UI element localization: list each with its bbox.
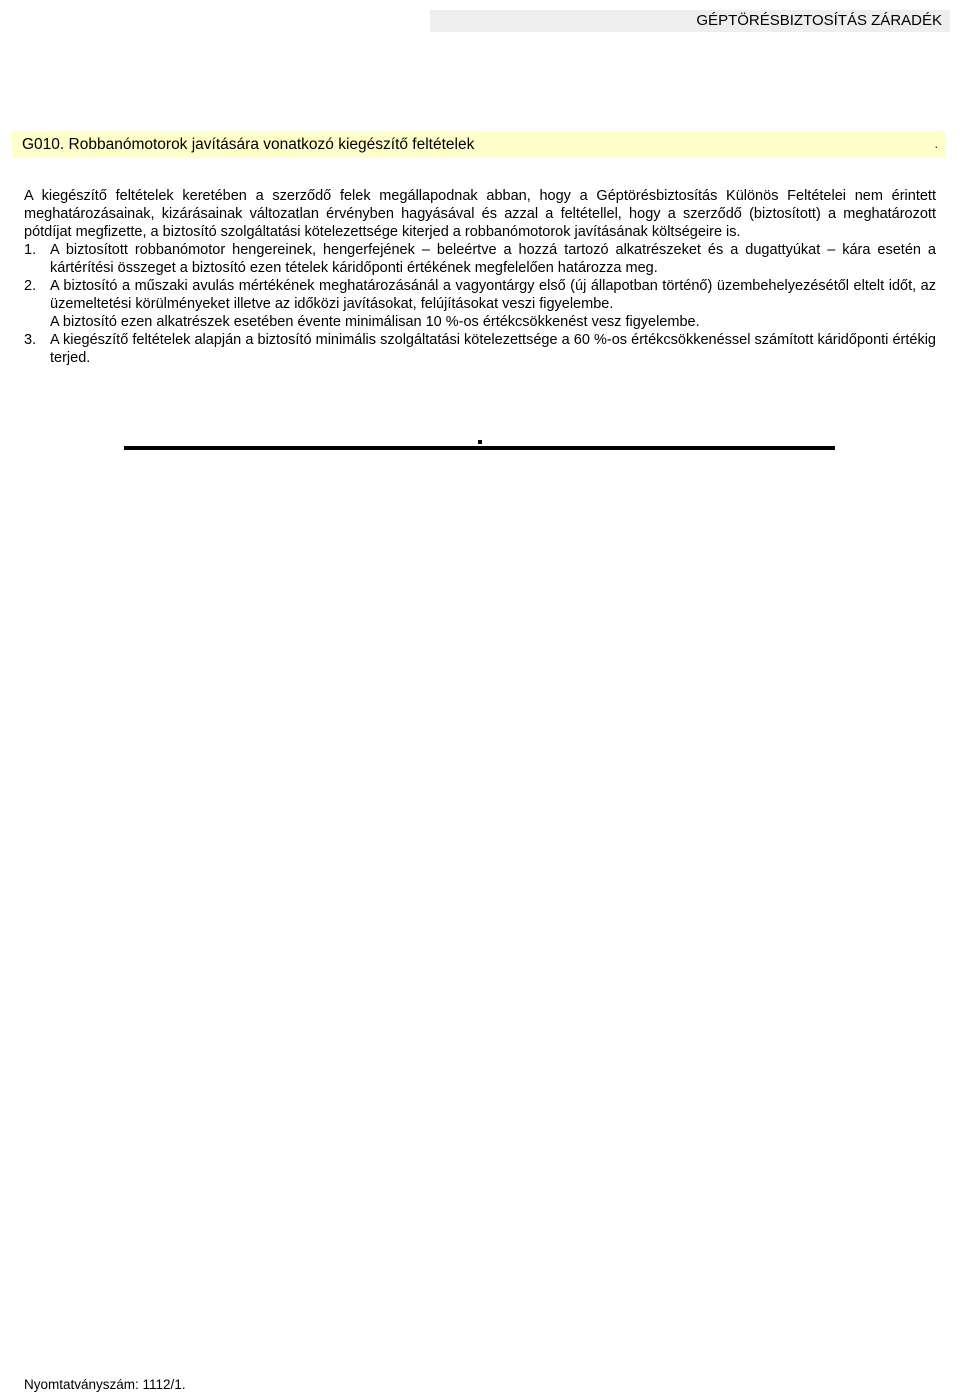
clause-item-number: 2. (24, 278, 37, 294)
clause-item-number: 3. (24, 332, 37, 348)
clause-item-text: A biztosított robbanómotor hengereinek, hengerfejének – beleértve a hozzá tartozó alkatrészeket és a dugattyúkat – kára esetén a kártérítési összeget a biztosító ezen tételek káridőponti értékének megfelelően határozza meg. (50, 242, 936, 276)
intro-paragraph: A kiegészítő feltételek keretében a szerződő felek megállapodnak abban, hogy a Géptörésbiztosítás Különös Feltételei nem érintett meghatározásainak, kizárásainak változatlan érvényben hagyásával és azzal a feltétellel, hogy a szerződő (biztosított) a meghatározott pótdíjat megfizette, a biztosító szolgáltatási kötelezettsége kiterjed a robbanómotorok javításának költségeire is. (24, 188, 936, 240)
clause-item-text: A biztosító ezen alkatrészek esetében évente minimálisan 10 %-os értékcsökkenést vesz figyelembe. (50, 314, 700, 330)
clause-item-number: 1. (24, 242, 37, 258)
clause-item-3 (24, 331, 936, 367)
clause-item-text: A kiegészítő feltételek alapján a biztosító minimális szolgáltatási kötelezettsége a 60 %-os értékcsökkenéssel számított káridőponti értékig terjed. (50, 332, 936, 366)
separator-dot (478, 440, 482, 444)
section-title-bar (12, 131, 946, 158)
section-title: G010. Robbanómotorok javítására vonatkozó kiegészítő feltételek (22, 136, 475, 153)
clause-item-1 (24, 241, 936, 277)
clause-item-text: A biztosító a műszaki avulás mértékének meghatározásánál a vagyontárgy első (új állapotban történő) üzembehelyezésétől eltelt időt, az üzemeltetési körülményeket illetve az időközi javításokat, felújításokat veszi figyelembe. (50, 278, 936, 312)
separator-line (124, 446, 835, 450)
clause-body (24, 187, 936, 367)
clause-item-2 (24, 277, 936, 331)
document-header (430, 10, 950, 32)
section-corner-mark: . (934, 137, 938, 151)
document-header-title: GÉPTÖRÉSBIZTOSÍTÁS ZÁRADÉK (696, 12, 942, 29)
footer-form-number: Nyomtatványszám: 1112/1. (24, 1377, 186, 1392)
